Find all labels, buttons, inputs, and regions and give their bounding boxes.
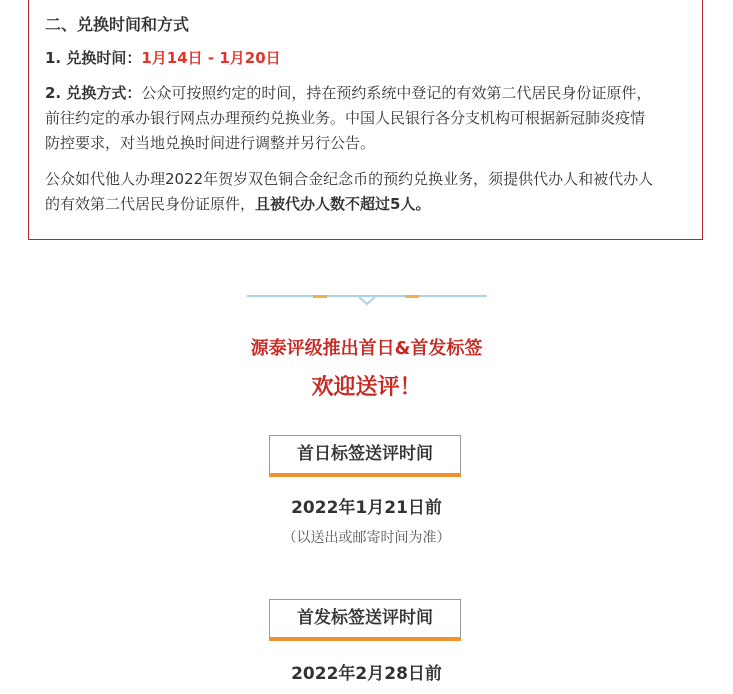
exchange-method-label: 2. 兑换方式：: [45, 84, 142, 102]
exchange-time-row: [45, 46, 281, 71]
method-line-1: 公众可按照约定的时间，持在预约系统中登记的有效第二代居民身份证原件，: [141, 84, 652, 102]
promo-subheadline: 欢迎送评！: [311, 375, 422, 400]
first-day-tag-label: 首日标签送评时间: [297, 444, 433, 464]
first-issue-tag-box: [269, 599, 461, 637]
divider-accent-right: [405, 295, 419, 298]
divider-accent-left: [313, 295, 327, 298]
agent-line-1: 公众如代他人办理2022年贺岁双色铜合金纪念币的预约兑换业务，须提供代办人和被代办人: [45, 170, 654, 188]
divider-chevron-icon: [359, 297, 375, 304]
exchange-time-value: 1月14日 - 1月20日: [141, 49, 281, 67]
promo-headline: 源泰评级推出首日&首发标签: [250, 338, 483, 359]
agent-limit: 且被代办人数不超过5人。: [255, 195, 431, 213]
first-day-tag-box: [269, 435, 461, 473]
first-day-underline: [269, 473, 461, 477]
exchange-method-paragraph: [45, 81, 690, 156]
agent-line-2: 的有效第二代居民身份证原件，: [45, 195, 256, 213]
section-title: 二、兑换时间和方式: [45, 15, 190, 34]
exchange-time-label: 1. 兑换时间：: [45, 49, 142, 67]
agent-paragraph: [45, 167, 690, 217]
first-issue-date: 2022年2月28日前: [291, 664, 442, 684]
first-issue-tag-label: 首发标签送评时间: [297, 608, 433, 628]
decorative-divider: [247, 290, 487, 306]
first-issue-underline: [269, 637, 461, 641]
first-day-date: 2022年1月21日前: [291, 498, 442, 518]
method-line-3: 防控要求，对当地兑换时间进行调整并另行公告。: [45, 134, 376, 152]
method-line-2: 前往约定的承办银行网点办理预约兑换业务。中国人民银行各分支机构可根据新冠肺炎疫情: [45, 109, 646, 127]
first-day-note: （以送出或邮寄时间为准）: [282, 530, 451, 546]
